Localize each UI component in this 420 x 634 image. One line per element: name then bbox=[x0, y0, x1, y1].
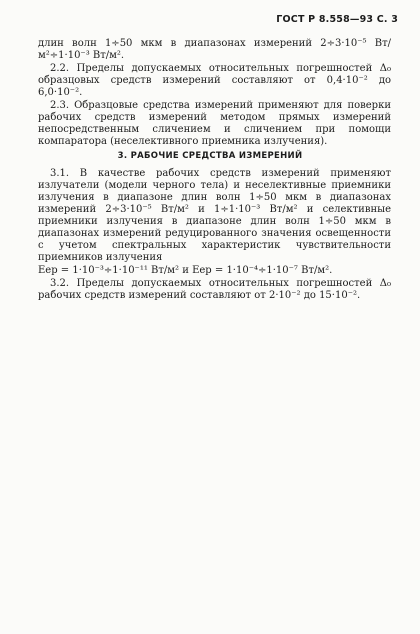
paragraph-2-2: 2.2. Пределы допускаемых относительных погрешностей Δ₀ образцовых средств измерений составляют от 0,4·10⁻² до 6,0·10⁻². bbox=[38, 63, 391, 98]
paragraph-3-1-values: Eер = 1·10⁻³÷1·10⁻¹¹ Вт/м² и Eер = 1·10⁻⁴÷1·10⁻⁷ Вт/м². bbox=[38, 265, 333, 276]
paragraph-wavelength-range: длин волн 1÷50 мкм в диапазонах измерений 2÷3·10⁻⁵ Вт/м²÷1·10⁻³ Вт/м². bbox=[38, 38, 391, 61]
section-2-continuation bbox=[38, 38, 391, 149]
paragraph-3-2: 3.2. Пределы допускаемых относительных погрешностей Δ₀ рабочих средств измерений составляют от 2·10⁻² до 15·10⁻². bbox=[38, 278, 391, 301]
section-3 bbox=[38, 168, 391, 303]
section-title: 3. РАБОЧИЕ СРЕДСТВА ИЗМЕРЕНИЙ bbox=[117, 151, 303, 161]
paragraph-2-3: 2.3. Образцовые средства измерений применяют для поверки рабочих средств измерений методом прямых измерений непосредственным сличением и сличением при помощи компаратора (неселективного приемника излучения). bbox=[38, 100, 391, 147]
paragraph-3-1: 3.1. В качестве рабочих средств измерений применяют излучатели (модели черного тела) и неселективные приемники излучения в диапазоне длин волн 1÷50 мкм в диапазонах измерений 2÷3·10⁻⁵ Вт/м² и 1÷1·10⁻³ Вт/м² и селективные приемники излучения в диапазоне длин волн 1÷50 мкм в диапазонах измерений редуцированного значения освещенности с учетом спектральных характеристик чувствительности приемников излучения bbox=[38, 168, 391, 263]
page-header: ГОСТ Р 8.558—93 С. 3 bbox=[276, 14, 398, 25]
